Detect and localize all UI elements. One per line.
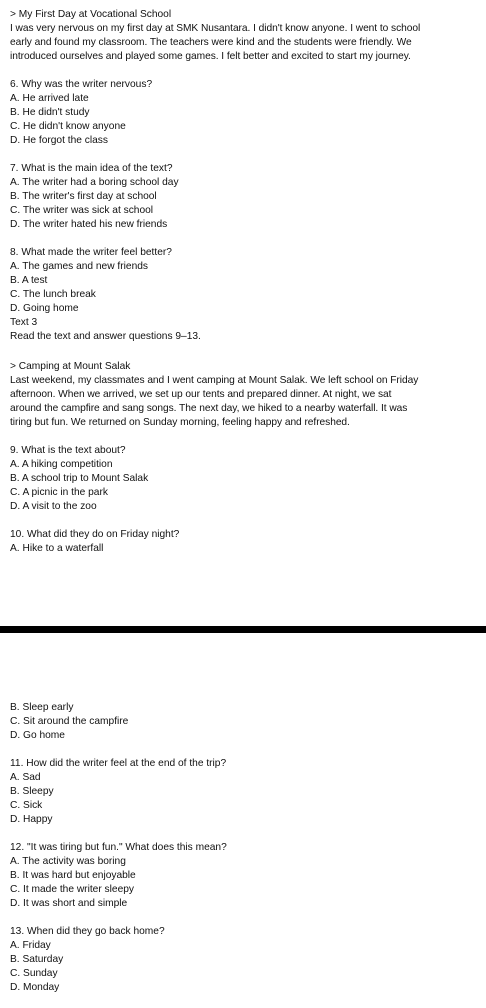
answer-option: A. The activity was boring bbox=[10, 856, 126, 867]
answer-option: B. He didn't study bbox=[10, 107, 90, 118]
question-11 bbox=[10, 757, 480, 827]
answer-option: D. Happy bbox=[10, 814, 53, 825]
photo-divider bbox=[0, 626, 486, 633]
question-7 bbox=[10, 162, 480, 232]
question-10-top bbox=[10, 528, 480, 556]
question-text: 12. "It was tiring but fun." What does this mean? bbox=[10, 842, 227, 853]
paragraph-line: Last weekend, my classmates and I went camping at Mount Salak. We left school on Friday bbox=[10, 375, 419, 386]
answer-option: D. Go home bbox=[10, 730, 65, 741]
passage-paragraph bbox=[10, 22, 480, 64]
answer-option: A. He arrived late bbox=[10, 93, 89, 104]
paragraph-line: afternoon. When we arrived, we set up our tents and prepared dinner. At night, we sat bbox=[10, 389, 392, 400]
question-text: 9. What is the text about? bbox=[10, 445, 126, 456]
answer-option: B. Sleep early bbox=[10, 702, 74, 713]
answer-option: D. The writer hated his new friends bbox=[10, 219, 168, 230]
answer-option: D. A visit to the zoo bbox=[10, 501, 97, 512]
answer-option: B. It was hard but enjoyable bbox=[10, 870, 136, 881]
answer-option: B. Saturday bbox=[10, 954, 64, 965]
paragraph-line: around the campfire and sang songs. The next day, we hiked to a nearby waterfall. It was bbox=[10, 403, 408, 414]
text-2-passage bbox=[10, 8, 480, 64]
answer-option: A. Sad bbox=[10, 772, 41, 783]
answer-option: C. Sunday bbox=[10, 968, 58, 979]
question-10-bottom bbox=[10, 701, 480, 743]
section-heading: Text 3 bbox=[10, 317, 38, 328]
answer-option: C. Sick bbox=[10, 800, 43, 811]
question-text: 7. What is the main idea of the text? bbox=[10, 163, 173, 174]
question-13 bbox=[10, 925, 480, 995]
answer-option: D. He forgot the class bbox=[10, 135, 108, 146]
passage-title: > My First Day at Vocational School bbox=[10, 9, 172, 20]
answer-option: C. A picnic in the park bbox=[10, 487, 108, 498]
paragraph-line: tiring but fun. We returned on Sunday morning, feeling happy and refreshed. bbox=[10, 417, 350, 428]
text-3-passage bbox=[10, 360, 480, 430]
answer-option: A. Hike to a waterfall bbox=[10, 543, 104, 554]
question-9 bbox=[10, 444, 480, 514]
question-text: 11. How did the writer feel at the end of the trip? bbox=[10, 758, 227, 769]
answer-option: B. A test bbox=[10, 275, 48, 286]
paragraph-line: I was very nervous on my first day at SMK Nusantara. I didn't know anyone. I went to school bbox=[10, 23, 421, 34]
answer-option: A. The writer had a boring school day bbox=[10, 177, 179, 188]
question-6 bbox=[10, 78, 480, 148]
section-instruction: Read the text and answer questions 9–13. bbox=[10, 331, 201, 342]
answer-option: C. He didn't know anyone bbox=[10, 121, 126, 132]
answer-option: A. Friday bbox=[10, 940, 51, 951]
answer-option: C. It made the writer sleepy bbox=[10, 884, 134, 895]
question-text: 13. When did they go back home? bbox=[10, 926, 165, 937]
question-12 bbox=[10, 841, 480, 911]
passage-paragraph bbox=[10, 374, 480, 430]
answer-option: D. It was short and simple bbox=[10, 898, 128, 909]
paragraph-line: early and found my classroom. The teachers were kind and the students were friendly. We bbox=[10, 37, 412, 48]
answer-option: C. The lunch break bbox=[10, 289, 96, 300]
question-8 bbox=[10, 246, 480, 344]
answer-option: D. Going home bbox=[10, 303, 79, 314]
answer-option: D. Monday bbox=[10, 982, 60, 993]
answer-option: C. Sit around the campfire bbox=[10, 716, 129, 727]
question-text: 10. What did they do on Friday night? bbox=[10, 529, 180, 540]
passage-title: > Camping at Mount Salak bbox=[10, 361, 131, 372]
answer-option: B. Sleepy bbox=[10, 786, 54, 797]
answer-option: B. A school trip to Mount Salak bbox=[10, 473, 149, 484]
paragraph-line: introduced ourselves and played some games. I felt better and excited to start my journey. bbox=[10, 51, 411, 62]
answer-option: A. A hiking competition bbox=[10, 459, 113, 470]
question-text: 6. Why was the writer nervous? bbox=[10, 79, 153, 90]
answer-option: A. The games and new friends bbox=[10, 261, 148, 272]
answer-option: B. The writer's first day at school bbox=[10, 191, 157, 202]
answer-option: C. The writer was sick at school bbox=[10, 205, 154, 216]
page-photo-bottom bbox=[0, 633, 486, 1008]
question-text: 8. What made the writer feel better? bbox=[10, 247, 172, 258]
